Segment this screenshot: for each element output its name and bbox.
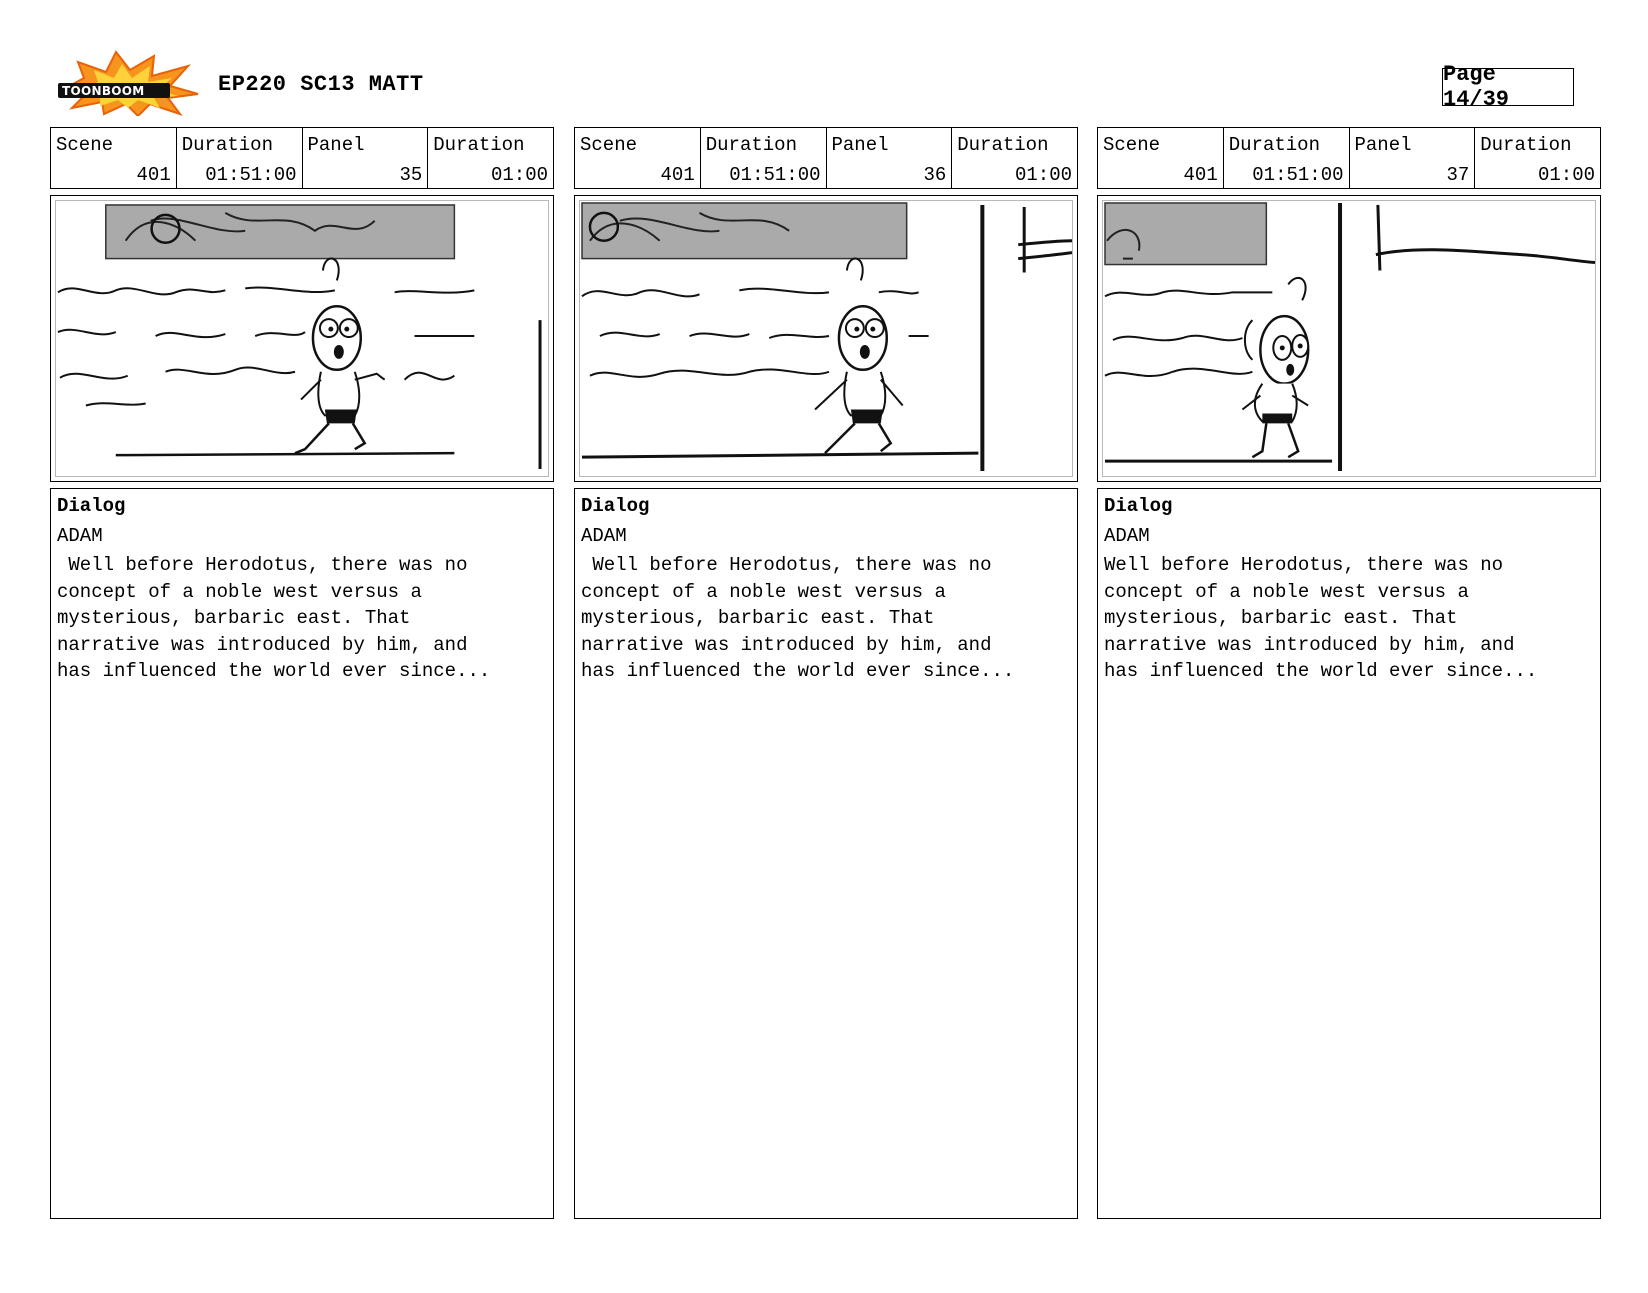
scene-duration-cell bbox=[1224, 128, 1350, 188]
scene-duration-value: 01:51:00 bbox=[1252, 164, 1344, 186]
dialog-box bbox=[50, 488, 554, 1219]
scene-label: Scene bbox=[1103, 134, 1161, 156]
panel-sketch-35 bbox=[56, 201, 548, 476]
panel-cell bbox=[303, 128, 429, 188]
panel-info-row bbox=[50, 127, 554, 189]
storyboard-panel-2 bbox=[574, 127, 1078, 1219]
dialog-label: Dialog bbox=[581, 495, 650, 517]
episode-title: EP220 SC13 MATT bbox=[218, 72, 424, 97]
storyboard-panel-3 bbox=[1097, 127, 1601, 1219]
scene-duration-value: 01:51:00 bbox=[729, 164, 821, 186]
scene-duration-cell bbox=[701, 128, 827, 188]
logo-text: TOONBOOM bbox=[62, 84, 145, 98]
scene-cell bbox=[1098, 128, 1224, 188]
scene-value: 401 bbox=[1183, 164, 1218, 186]
panel-image-frame bbox=[50, 195, 554, 482]
panel-duration-label: Duration bbox=[433, 134, 525, 156]
panel-duration-label: Duration bbox=[957, 134, 1049, 156]
scene-label: Scene bbox=[580, 134, 638, 156]
page-number: Page 14/39 bbox=[1442, 68, 1574, 106]
dialog-speaker: ADAM bbox=[581, 525, 627, 547]
dialog-box bbox=[574, 488, 1078, 1219]
panel-image-frame bbox=[574, 195, 1078, 482]
scene-label: Scene bbox=[56, 134, 114, 156]
dialog-text: Well before Herodotus, there was no concept of a noble west versus a mysterious, barbaric east. That narrative was introduced by him, and has influenced the world ever since... bbox=[57, 554, 491, 682]
dialog-speaker: ADAM bbox=[1104, 525, 1150, 547]
panel-duration-label: Duration bbox=[1480, 134, 1572, 156]
dialog-text: Well before Herodotus, there was no concept of a noble west versus a mysterious, barbaric east. That narrative was introduced by him, and has influenced the world ever since... bbox=[581, 554, 1015, 682]
panel-value: 36 bbox=[923, 164, 947, 186]
panel-value: 37 bbox=[1446, 164, 1470, 186]
dialog-label: Dialog bbox=[57, 495, 126, 517]
scene-duration-cell bbox=[177, 128, 303, 188]
dialog-text: Well before Herodotus, there was no concept of a noble west versus a mysterious, barbaric east. That narrative was introduced by him, and has influenced the world ever since... bbox=[1104, 554, 1538, 682]
scene-cell bbox=[575, 128, 701, 188]
scene-duration-value: 01:51:00 bbox=[205, 164, 297, 186]
panel-cell bbox=[827, 128, 953, 188]
panel-sketch-36 bbox=[580, 201, 1072, 476]
panel-sketch-37 bbox=[1103, 201, 1595, 476]
panel-image-frame bbox=[1097, 195, 1601, 482]
panel-label: Panel bbox=[307, 134, 365, 156]
panel-duration-cell bbox=[428, 128, 553, 188]
panel-duration-cell bbox=[1475, 128, 1600, 188]
dialog-box bbox=[1097, 488, 1601, 1219]
panel-info-row bbox=[574, 127, 1078, 189]
panel-duration-value: 01:00 bbox=[1014, 164, 1072, 186]
panel-label: Panel bbox=[1354, 134, 1412, 156]
scene-duration-label: Duration bbox=[1228, 134, 1320, 156]
panel-duration-cell bbox=[952, 128, 1077, 188]
scene-duration-label: Duration bbox=[181, 134, 273, 156]
storyboard-panel-1 bbox=[50, 127, 554, 1219]
scene-value: 401 bbox=[136, 164, 171, 186]
panel-cell bbox=[1350, 128, 1476, 188]
scene-cell bbox=[51, 128, 177, 188]
panel-info-row bbox=[1097, 127, 1601, 189]
panel-duration-value: 01:00 bbox=[490, 164, 548, 186]
scene-value: 401 bbox=[660, 164, 695, 186]
dialog-label: Dialog bbox=[1104, 495, 1173, 517]
toonboom-logo bbox=[54, 50, 200, 116]
dialog-speaker: ADAM bbox=[57, 525, 103, 547]
panel-label: Panel bbox=[831, 134, 889, 156]
scene-duration-label: Duration bbox=[705, 134, 797, 156]
panel-value: 35 bbox=[399, 164, 423, 186]
panel-duration-value: 01:00 bbox=[1537, 164, 1595, 186]
